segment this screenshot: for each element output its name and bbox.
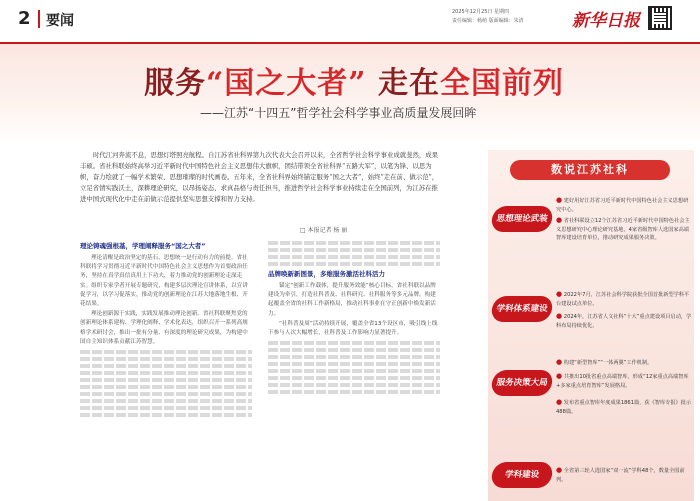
bullet-icon: ●: [556, 466, 563, 474]
text-line: [80, 378, 252, 382]
sidebar-item: ● 发布省重点智库年度成果1861篇，获《智库专报》批示488篇。: [556, 398, 692, 415]
sidebar-title: 数说江苏社科: [510, 160, 670, 180]
byline: □ 本报记者 杨 丽: [300, 227, 348, 234]
text-line: [268, 355, 440, 359]
text-line: [268, 341, 440, 345]
text-line: [80, 357, 252, 361]
headline-part1: 服务: [144, 66, 207, 101]
headline-part3: 全国前列: [439, 66, 564, 101]
text-line: [80, 413, 252, 417]
sidebar-item: ● 构建“新型智库”“一体两翼”工作机制。: [556, 358, 653, 366]
article-intro: 时代江河奔流不息，思想灯塔照亮航程。自江苏省社科界第九次代表大会召开以来，全省哲学社会科学事业成就斐然，成果丰硕。省社科联始终高举习近平新时代中国特色社会主义思想伟大旗帜，团结带领全省社科界“五路大军”，以笔为锋、以思为帜，奋力绘就了一幅学术繁荣、思想璀璨的时代画卷。五年来，全省社科界始终锚定服务“国之大者”，始终“走在前、做示范”，立足省情实践沃土，深耕理论研究，以昂扬姿态、求真品格与责任担当，推进哲学社会科学事业持续走在全国前列，为江苏在推进中国式现代化中走在前做示范提供坚实思想支撑和智力支持。: [80, 151, 439, 203]
article-paragraph: 理论创新源于实践，实践发展推动理论创新。省社科联聚焦党的创新理论体系建构、学理化阐释、学术化表达，组织召开一系列高规格学术研讨会，推出一批有分量、有深度的理论研究成果，为构建中国自主知识体系贡献江苏智慧。: [80, 311, 248, 345]
text-line: [268, 241, 440, 245]
section-name: 要闻: [46, 13, 74, 29]
text-line: [80, 385, 252, 389]
text-line: [268, 383, 440, 387]
text-line: [268, 376, 440, 380]
text-line: [80, 406, 252, 410]
article-body: [80, 238, 440, 501]
issue-meta: [452, 8, 524, 26]
page-divider: [38, 10, 40, 28]
bullet-icon: ●: [556, 398, 563, 406]
bullet-icon: ●: [556, 290, 563, 298]
sidebar-item: ● 省社科联设立12个江苏省习近平新时代中国特色社会主义思想研究中心理论研究基地，4家省级智库人选国家高端智库建设培育单位，推动研究成果服务决策。: [556, 216, 690, 242]
section-heading-2: 品牌唤新新图景，多维服务激活社科活力: [268, 270, 385, 278]
text-line: [268, 248, 440, 252]
sidebar-badge-1: 思想理论武装: [490, 206, 554, 232]
headline-part2: 走在: [377, 66, 440, 101]
issue-editors: 责任编辑：杨萌 版面编辑：朱清: [452, 18, 524, 24]
sidebar-badge-4: 学科建设: [490, 462, 554, 488]
sidebar-item: ● 全省第三轮人选国家“双一流”学科48个，数量全国前列。: [556, 466, 685, 483]
text-line: [80, 364, 252, 368]
headline-quote: “国之大者”: [206, 66, 367, 101]
text-line: [80, 392, 252, 396]
article-column-1: [80, 238, 252, 501]
text-line: [268, 369, 440, 373]
page-number: 2: [18, 8, 31, 29]
page-header: [0, 0, 700, 44]
headline: [104, 58, 604, 102]
article-column-2: [268, 238, 440, 501]
text-line: [268, 255, 440, 259]
qr-code-icon: [648, 6, 672, 30]
text-line: [268, 348, 440, 352]
sidebar-badge-3: 服务决策大局: [490, 370, 554, 396]
sidebar-badge-2: 学科体系建设: [490, 296, 554, 322]
bullet-icon: ●: [556, 372, 563, 380]
sidebar-item: ● 2022年7月，江苏社会科学院获批全国首批新型学科平台建设试点单位。: [556, 290, 690, 307]
text-line: [80, 350, 252, 354]
subheadline: ——江苏“十四五”哲学社会科学事业高质量发展回眸: [200, 106, 477, 120]
article-paragraph: 理论清醒是政治坚定的基石，思想统一是行动有力的前提。省社科联将学习贯彻习近平新时代中国特色社会主义思想作为首要政治任务，坚持在真学真信真用上下功夫，着力推动党的创新理论走深走实。组织专家学者开展专题研究，构建多层次理论宣讲体系，以宣讲促学习，以学习促落实，推动党的创新理论在江苏大地落地生根、开花结果。: [80, 255, 248, 308]
article-paragraph: “社科普及周”活动持续开展，覆盖全省13个设区市，吸引线上线下参与人次大幅增长，社科普及工作影响力显著提升。: [268, 320, 438, 337]
section-heading-1: 理论铸魂强根基，学理阐释服务“国之大者”: [80, 242, 206, 250]
bullet-icon: ●: [556, 196, 563, 204]
text-line: [80, 399, 252, 403]
issue-date: 2025年12月25日 星期四: [452, 9, 510, 15]
sidebar-item: ● 建好用好江苏省习近平新时代中国特色社会主义思想研究中心。: [556, 196, 689, 213]
text-line: [268, 262, 440, 266]
bullet-icon: ●: [556, 216, 563, 224]
text-line: [80, 371, 252, 375]
text-line: [268, 390, 440, 394]
newspaper-logo: 新华日报: [572, 11, 640, 31]
article-paragraph: 锚定“创新工作载体，提升服务效能”核心目标，省社科联以品牌建设为牵引，打造社科普及、社科研究、社科服务等多元品牌，构建起覆盖全省的社科工作新格局，推动社科事业在守正创新中焕发新活力。: [268, 283, 436, 317]
sidebar-item: ● 2024年，江苏省人文社科“十大”重点建设项目启动，学科布局持续优化。: [556, 312, 692, 329]
bullet-icon: ●: [556, 312, 563, 320]
text-line: [268, 362, 440, 366]
bullet-icon: ●: [556, 358, 563, 366]
sidebar-item: ● 共推出10批省重点高端智库，形成“12家重点高端智库+多家重点培育智库”发展格局。: [556, 372, 689, 389]
